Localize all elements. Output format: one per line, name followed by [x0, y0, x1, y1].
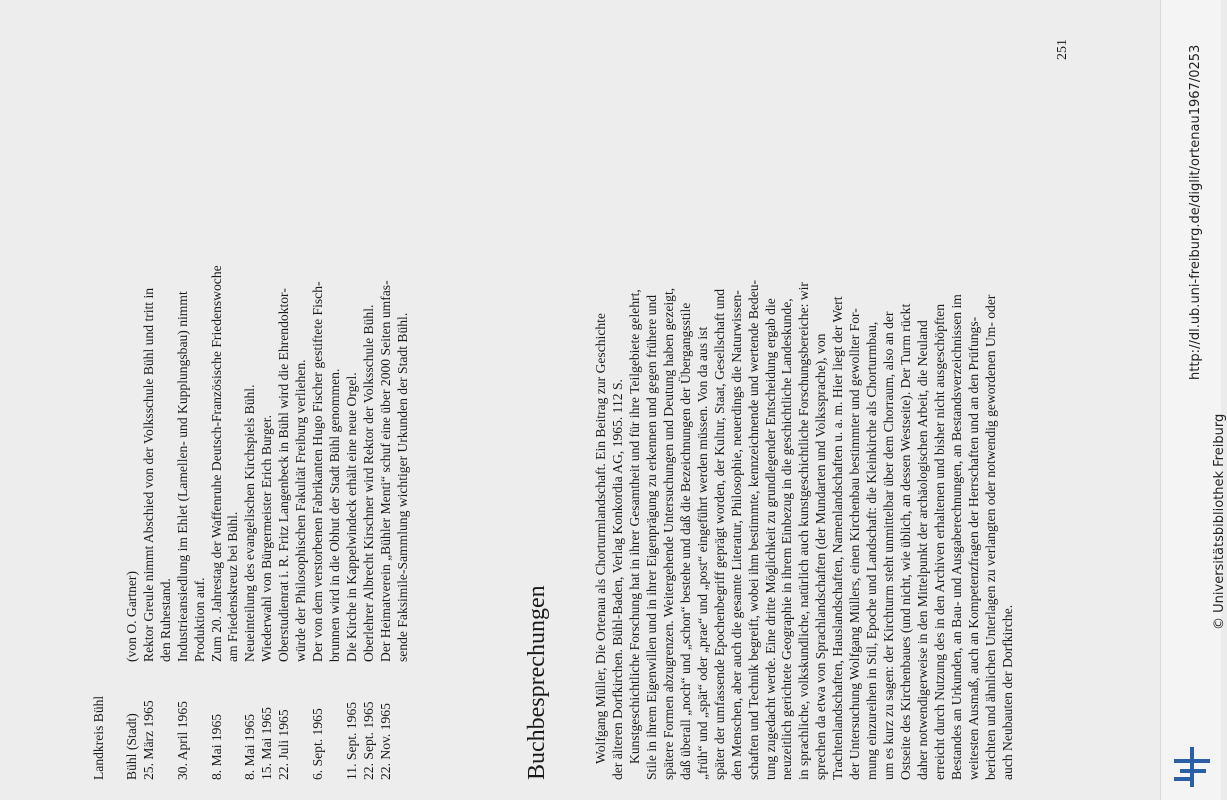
review-line: mung einzureihen in Stil, Epoche und Landschaft: die Kleinkirche als Chorturmbau, [864, 321, 880, 780]
chronik-date: 30. April 1965 [174, 701, 190, 780]
review-line: „früh“ und „spät“ oder „prae“ und „post“ eingeführt werden müssen. Von da aus ist [694, 326, 710, 780]
review-line: berichten und ähnlichen Unterlagen zu verlangten oder notwendig gewordenen Um- oder [982, 294, 998, 780]
chronik-date: 15. Mai 1965 [259, 707, 275, 780]
review-line: tung zugedacht werde. Eine dritte Möglichkeit zu grundlegender Entscheidung ergab die [762, 298, 778, 780]
chronik-text [310, 10, 344, 662]
review-line: auch Neubauten der Dorfkirche. [999, 604, 1015, 780]
chronik-text-line: Industrieansiedlung im Ehlet (Lamellen- und Kupplungsbau) nimmt [174, 291, 190, 662]
review-line: Stile in ihrem Eigenwillen und in ihrer Eigenprägung zu erkennen und gegen frühere und [643, 294, 659, 780]
chronik-entry [276, 10, 310, 780]
review-line: schaften und Technik begreift, wobei ihm bestimmte, kennzeichnende und wertende Bedeu- [745, 279, 761, 780]
review-line: später der umfassende Epochenbegriff geprägt worden, der Kultur, Staat, Gesellschaft und [711, 288, 727, 780]
chronik-list [124, 10, 411, 780]
review-line: daher notwendigerweise in den Mittelpunkt der archäologischen Arbeit, die Neuland [915, 320, 931, 780]
copyright-text: © Universitätsbibliothek Freiburg [1212, 413, 1227, 630]
chronik-text-line: Oberlehrer Albrecht Kirschner wird Rektor der Volksschule Bühl. [360, 304, 376, 662]
chronik-text-line: den Ruhestand. [157, 578, 173, 662]
chronik-text [242, 10, 259, 662]
chronik-author: (von O. Gartner) [124, 571, 139, 662]
chronik-text-line: brunnen wird in die Obhut der Stadt Bühl genommen. [326, 368, 342, 662]
chronik-text [276, 10, 310, 662]
section-heading: Buchbesprechungen [524, 585, 550, 780]
review-line: der Untersuchung Wolfgang Müllers, einen Kirchenbau bestimmter und gewollter For- [847, 308, 863, 780]
chronik-text-line: Produktion auf. [191, 577, 207, 662]
chronik-text-line: Neueinteilung des evangelischen Kirchspiels Bühl. [242, 384, 258, 662]
review-line: in sprachliche, volkskundliche, natürlich auch kunstgeschichtliche Forschungsbereiche: wir [796, 282, 812, 780]
review-line: der älteren Dorfkirchen. Bühl-Baden, Verlag Konkordia AG, 1965. 112 S. [609, 379, 625, 780]
review-line: Kunstgeschichtliche Forschung hat in ihrer Gesamtheit und für ihre Teilgebiete gelehrt, [626, 289, 642, 764]
review-line: daß überall „noch“ und „schon“ bestehe und daß die Bezeichnungen der Übergangsstile [677, 302, 693, 780]
review-body [627, 10, 1017, 780]
rotated-page-content [90, 10, 1090, 780]
chronik-entry [310, 10, 344, 780]
chronik-text-line: Oberstudienrat i. R. Fritz Langenbeck in Bühl wird die Ehrendoktor- [276, 288, 292, 662]
chronik-text [361, 10, 378, 662]
chronik-entry [141, 10, 175, 780]
review-line: spätere Formen abzugrenzen. Weitergehende Untersuchungen und Deutung haben gezeigt, [660, 287, 676, 780]
chronik-text-line: sende Faksimile-Sammlung wichtiger Urkunden der Stadt Bühl. [394, 312, 410, 662]
chronik-date: 11. Sept. 1965 [343, 701, 359, 780]
chronik-text [378, 10, 412, 662]
chronik-text-line: Die Kirche in Kappelwindeck erhält eine neue Orgel. [343, 372, 359, 662]
review-line: den Menschen, aber auch die gesamte Literatur, Philosophie, neuerdings die Naturwissen- [728, 290, 744, 780]
chronik-entry [378, 10, 412, 780]
chronik-text [175, 10, 209, 662]
chronik-date: 8. Mai 1965 [208, 713, 224, 780]
book-review [593, 10, 1017, 780]
chronik-text [141, 10, 175, 662]
ub-freiburg-logo-icon [1170, 745, 1214, 789]
chronik-date: 25. März 1965 [140, 700, 156, 780]
chronik-text-line: Der von dem verstorbenen Fabrikanten Hugo Fischer gestiftete Fisch- [309, 281, 325, 662]
page-number: 251 [1055, 39, 1070, 60]
chronik-text-line: am Friedenskreuz bei Bühl. [225, 511, 241, 662]
chronik-entry [175, 10, 209, 780]
chronik-date: 22. Sept. 1965 [360, 701, 376, 780]
review-line: Trachtenlandschaften, Hauslandschaften, Namenlandschaften u. a. m. Hier liegt der Wert [830, 296, 846, 780]
chronik-date: 6. Sept. 1965 [309, 708, 325, 780]
chronik-text-line: Rektor Greule nimmt Abschied von der Volksschule Bühl und tritt in [140, 287, 156, 662]
chronik-text [344, 10, 361, 662]
chronik-header [124, 10, 141, 780]
review-line: sprechen da etwa von Sprachlandschaften (der Mundarten und Volkssprache), von [813, 333, 829, 780]
landkreis-title: Landkreis Bühl [91, 695, 106, 780]
chronik-date: 22. Nov. 1965 [377, 703, 393, 780]
chronik-text [209, 10, 243, 662]
review-line: Wolfgang Müller, Die Ortenau als Chorturmlandschaft. Ein Beitrag zur Geschichte [593, 313, 608, 764]
review-line: erreicht durch Nutzung des in den Archiven erhaltenen und bisher nicht ausgeschöpften [932, 304, 948, 780]
source-url[interactable] [1164, 0, 1203, 800]
review-line: um es kurz zu sagen: der Kirchturm steht unmittelbar über dem Chorraum, also an der [881, 311, 897, 780]
review-line: Bestandes an Urkunden, an Bau- und Ausgaberechnungen, an Bestandsverzeichnissen im [949, 294, 965, 780]
chronik-date: 8. Mai 1965 [242, 713, 258, 780]
chronik-text [259, 10, 276, 662]
chronik-date: 22. Juli 1965 [276, 709, 292, 780]
review-line: weitesten Ausmaß, auch an Kompetenzfragen der Herrschaften und an den Prüfungs- [965, 316, 981, 780]
review-bibliography [593, 10, 627, 780]
chronik-entry [361, 10, 378, 780]
review-line: Ostseite des Kirchenbaues (und nicht, wie üblich, an dessen Westseite). Der Turm rückt [898, 303, 914, 780]
chronik-entry [259, 10, 276, 780]
chronik-place: Bühl (Stadt) [124, 713, 139, 780]
chronik-entry [209, 10, 243, 780]
source-url-text[interactable]: http://dl.ub.uni-freiburg.de/diglit/ortenau1967/0253 [1188, 44, 1203, 380]
chronik-text-line: Zum 20. Jahrestag der Waffenruhe Deutsch-Französische Friedenswoche [208, 265, 224, 662]
chronik-text-line: Der Heimatverein „Bühler Menti“ schuf eine über 2000 Seiten umfas- [377, 280, 393, 662]
chronik-entry [344, 10, 361, 780]
chronik-text-line: würde der Philosophischen Fakultät Freiburg verliehen. [293, 359, 309, 662]
chronik-text-line: Wiederwahl von Bürgermeister Erich Burger. [259, 415, 275, 662]
chronik-entry [242, 10, 259, 780]
review-line: neuzeitlich gerichtete Geographie in ihrem Einbezug in die geschichtliche Landeskunde, [779, 298, 795, 780]
